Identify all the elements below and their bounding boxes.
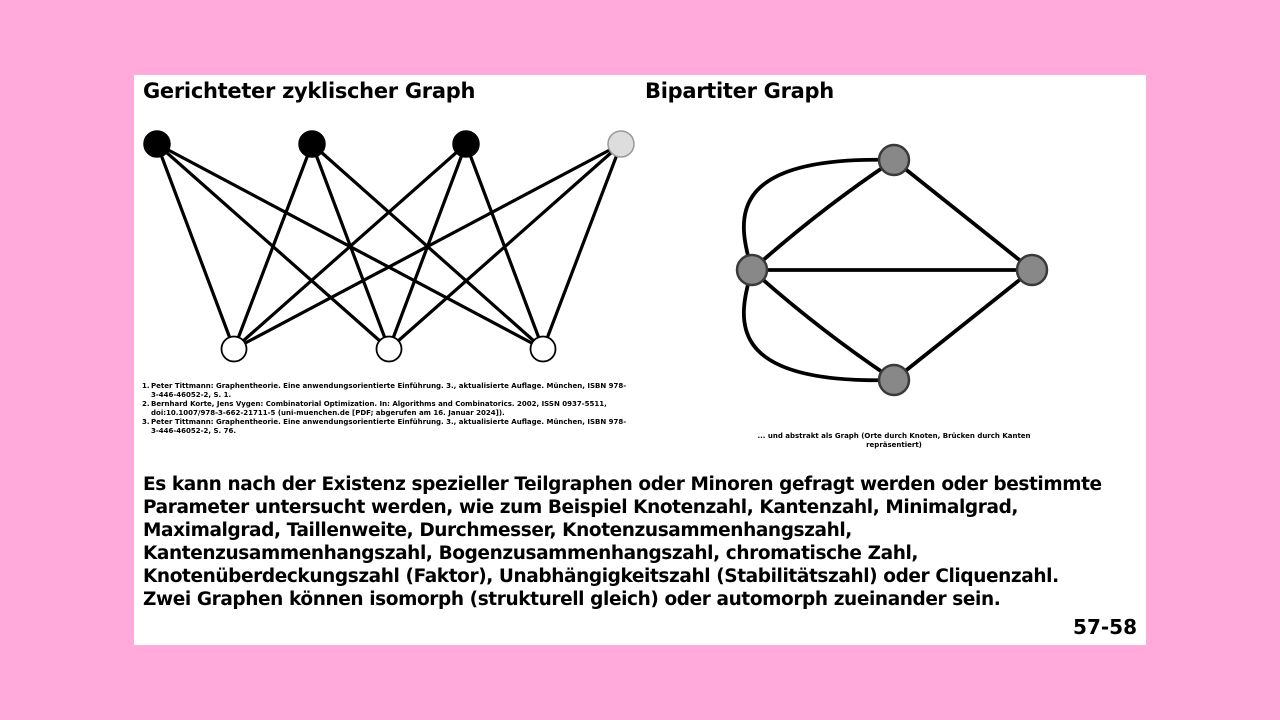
bottom-node-3 <box>531 337 556 362</box>
body-paragraph: Es kann nach der Existenz spezieller Teilgraphen oder Minoren gefragt werden oder bestimmte Parameter untersucht werden, wie zum Beispiel Knotenzahl, Kantenzahl, Minimalgrad, Maximalgrad, Taillenweite, Durchmesser, Knotenzusammenhangszahl, Kantenzusammenhangszahl, Bogenzusammenhangszahl, chromatische Zahl, Knotenüberdeckungszahl (Faktor), Unabhängigkeitszahl (Stabilitätszahl) oder Cliquenzahl. Zwei Graphen können isomorph (strukturell gleich) oder automorph zueinander sein. <box>143 474 1102 610</box>
left-graph-title: Gerichteter zyklischer Graph <box>143 79 476 103</box>
top-node-3 <box>453 131 479 157</box>
reference-number: 2. <box>142 400 150 408</box>
right-graph-edges <box>744 160 1032 381</box>
edge <box>543 144 621 349</box>
reference-number: 1. <box>142 382 150 390</box>
edge <box>234 144 466 349</box>
right-graph-figure <box>714 135 1074 405</box>
bridge-node-top <box>879 145 909 175</box>
figure-caption: ... und abstrakt als Graph (Orte durch Knoten, Brücken durch Kanten repräsentiert) <box>757 432 1031 449</box>
edge <box>157 144 234 349</box>
page-number: 57-58 <box>1073 615 1137 639</box>
edge <box>234 144 621 349</box>
reference-item <box>142 382 632 400</box>
reference-text: Peter Tittmann: Graphentheorie. Eine anwendungsorientierte Einführung. 3., aktualisierte Auflage. München, ISBN 978-3-446-46052-2, S. 76. <box>151 418 627 435</box>
reference-text: Peter Tittmann: Graphentheorie. Eine anwendungsorientierte Einführung. 3., aktualisierte Auflage. München, ISBN 978-3-446-46052-2, S. 1. <box>151 382 627 399</box>
edge <box>894 270 1032 380</box>
slide-sheet <box>134 75 1146 645</box>
bridge-node-right <box>1017 255 1047 285</box>
bottom-node-1 <box>222 337 247 362</box>
reference-list <box>142 382 632 436</box>
edge <box>389 144 621 349</box>
left-graph-figure <box>134 115 654 375</box>
reference-item <box>142 418 632 436</box>
reference-text: Bernhard Korte, Jens Vygen: Combinatorial Optimization. In: Algorithms and Combinatorics. 2002, ISSN 0937-5511, doi:10.1007/978-3-662-21711-5 (uni-muenchen.de [PDF; abgerufen am 16. Januar 2024]). <box>151 400 607 417</box>
edge <box>234 144 312 349</box>
left-graph-nodes <box>144 131 634 362</box>
top-node-2 <box>299 131 325 157</box>
bottom-node-2 <box>377 337 402 362</box>
reference-number: 3. <box>142 418 150 426</box>
bridge-node-left <box>737 255 767 285</box>
bridge-node-bottom <box>879 365 909 395</box>
left-graph-edges <box>157 144 621 349</box>
top-node-4 <box>608 131 634 157</box>
edge <box>894 160 1032 270</box>
top-node-1 <box>144 131 170 157</box>
right-graph-title: Bipartiter Graph <box>645 79 834 103</box>
reference-item <box>142 400 632 418</box>
